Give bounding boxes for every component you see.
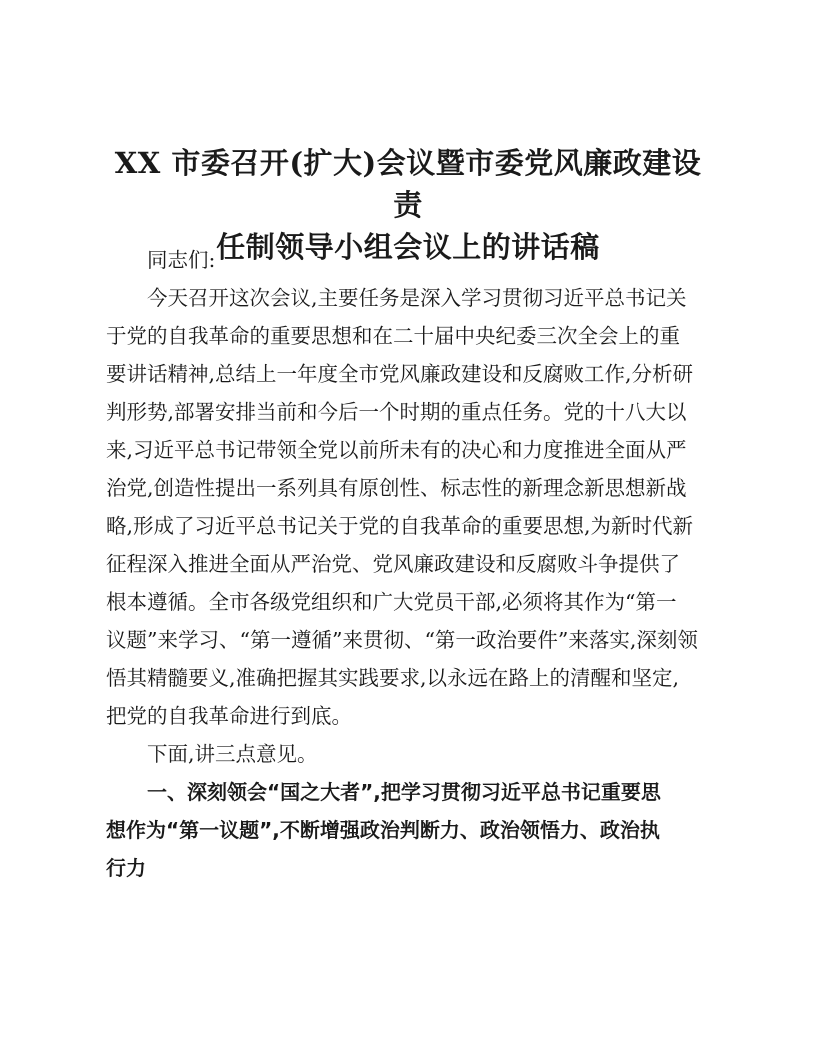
paragraph-line: 议题”来学习、“第一遵循”来贯彻、“第一政治要件”来落实,深刻领: [106, 628, 698, 652]
salutation: 同志们:: [147, 248, 216, 272]
paragraph-line: 征程深入推进全面从严治党、党风廉政建设和反腐败斗争提供了: [106, 552, 680, 576]
paragraph-intro: [106, 279, 718, 735]
paragraph-line: 于党的自我革命的重要思想和在二十届中央纪委三次全会上的重: [106, 324, 680, 348]
paragraph-line: 治党,创造性提出一系列具有原创性、标志性的新理念新思想新战: [106, 476, 687, 500]
paragraph-line: 来,习近平总书记带领全党以前所未有的决心和力度推进全面从严: [106, 438, 687, 462]
paragraph-line: 今天召开这次会议,主要任务是深入学习贯彻习近平总书记关: [147, 286, 687, 310]
title-line: XX 市委召开(扩大)会议暨市委党风廉政建设责: [114, 146, 702, 222]
paragraph-line: 要讲话精神,总结上一年度全市党风廉政建设和反腐败工作,分析研: [106, 362, 694, 386]
paragraph-line: 把党的自我革命进行到底。: [106, 704, 352, 728]
heading-line: 行力: [106, 856, 146, 880]
heading-line: 想作为“第一议题”,不断增强政治判断力、政治领悟力、政治执: [106, 818, 660, 842]
heading-line: 一、深刻领会“国之大者”,把学习贯彻习近平总书记重要思: [147, 780, 661, 804]
paragraph-line: 略,形成了习近平总书记关于党的自我革命的重要思想,为新时代新: [106, 514, 694, 538]
document-body: [106, 241, 718, 887]
paragraph-line: 悟其精髓要义,准确把握其实践要求,以永远在路上的清醒和坚定,: [106, 666, 680, 690]
section-heading-1: [106, 773, 718, 887]
paragraph-line: 判形势,部署安排当前和今后一个时期的重点任务。党的十八大以: [106, 400, 687, 424]
paragraph-outline-intro: 下面,讲三点意见。: [147, 742, 318, 766]
paragraph-line: 根本遵循。全市各级党组织和广大党员干部,必须将其作为“第一: [106, 590, 677, 614]
title-line: 任制领导小组会议上的讲话稿: [216, 230, 600, 264]
